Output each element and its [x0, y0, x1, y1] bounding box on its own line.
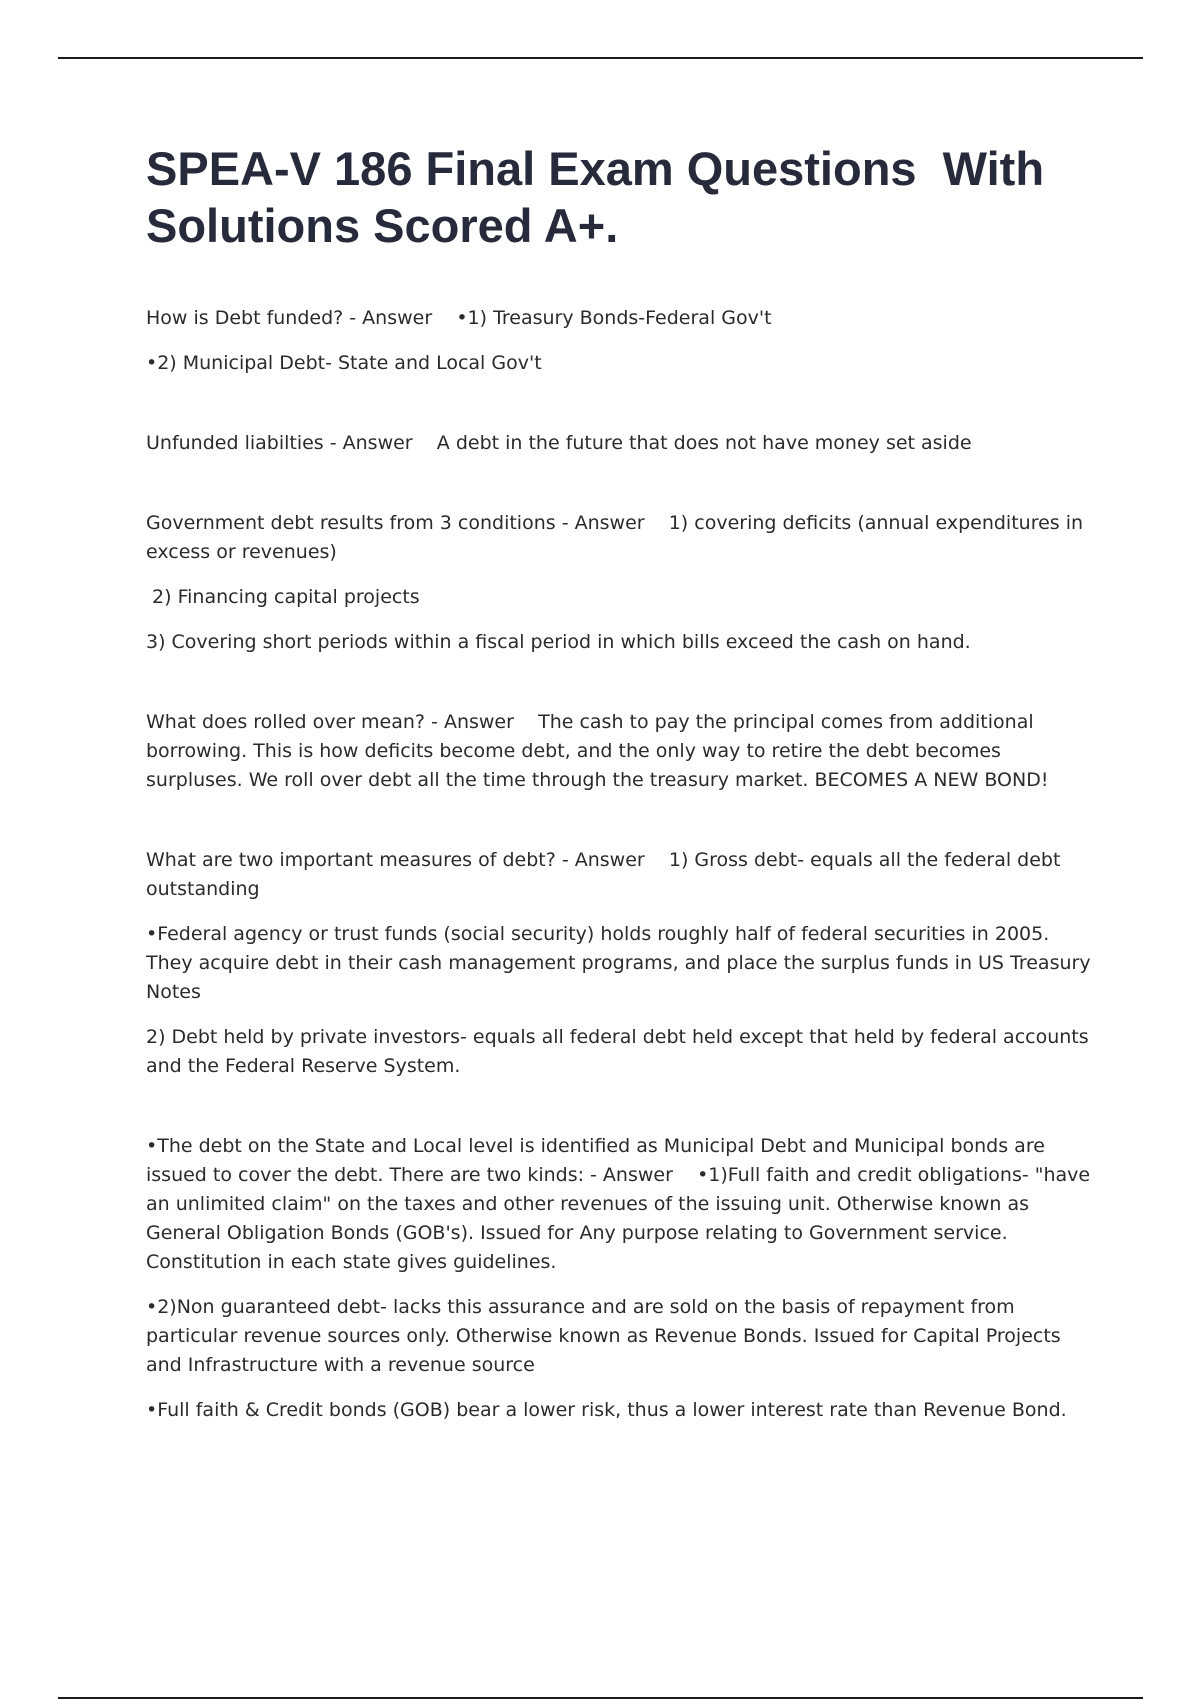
qa-paragraph: Government debt results from 3 conditions - Answer 1) covering deficits (annual expenditures in excess or revenues) [146, 512, 1090, 563]
qa-paragraph: What does rolled over mean? - Answer The cash to pay the principal comes from additional borrowing. This is how deficits become debt, and the only way to retire the debt becomes surpluses. We roll over debt all the time through the treasury market. BECOMES A NEW BOND! [146, 711, 1049, 791]
qa-paragraph: 3) Covering short periods within a fiscal period in which bills exceed the cash on hand. [146, 631, 971, 653]
qa-entry [146, 846, 1097, 1081]
document-title: SPEA-V 186 Final Exam Questions With Solutions Scored A+. [146, 142, 1058, 252]
document-body [146, 140, 1097, 1476]
qa-entry [146, 708, 1091, 795]
qa-paragraph: •Full faith & Credit bonds (GOB) bear a lower risk, thus a lower interest rate than Revenue Bond. [146, 1399, 1067, 1421]
qa-paragraph: •2)Non guaranteed debt- lacks this assurance and are sold on the basis of repayment from particular revenue sources only. Otherwise known as Revenue Bonds. Issued for Capital Projects and Infrastructure with a revenue source [146, 1296, 1067, 1376]
qa-paragraph: What are two important measures of debt? - Answer 1) Gross debt- equals all the federal debt outstanding [146, 849, 1067, 900]
qa-entry [146, 429, 1091, 458]
footer-rule [58, 1697, 1143, 1699]
qa-entry [146, 304, 1091, 378]
qa-paragraph: •2) Municipal Debt- State and Local Gov't [146, 352, 542, 374]
qa-paragraph: How is Debt funded? - Answer •1) Treasury Bonds-Federal Gov't [146, 307, 772, 329]
qa-entry [146, 1132, 1097, 1425]
qa-paragraph: 2) Debt held by private investors- equals all federal debt held except that held by federal accounts and the Federal Reserve System. [146, 1026, 1095, 1077]
qa-paragraph: 2) Financing capital projects [146, 586, 420, 608]
header-rule [58, 57, 1143, 59]
qa-paragraph: Unfunded liabilties - Answer A debt in the future that does not have money set aside [146, 432, 972, 454]
qa-paragraph: •The debt on the State and Local level is identified as Municipal Debt and Municipal bonds are issued to cover the debt. There are two kinds: - Answer •1)Full faith and credit obligations- "have an unlimited claim" on the taxes and other revenues of the issuing unit. Otherwise known as General Obligation Bonds (GOB's). Issued for Any purpose relating to Government service. Constitution in each state gives guidelines. [146, 1135, 1097, 1273]
qa-paragraph: •Federal agency or trust funds (social security) holds roughly half of federal securities in 2005. They acquire debt in their cash management programs, and place the surplus funds in US Treasury Notes [146, 923, 1097, 1003]
qa-entry [146, 509, 1091, 657]
